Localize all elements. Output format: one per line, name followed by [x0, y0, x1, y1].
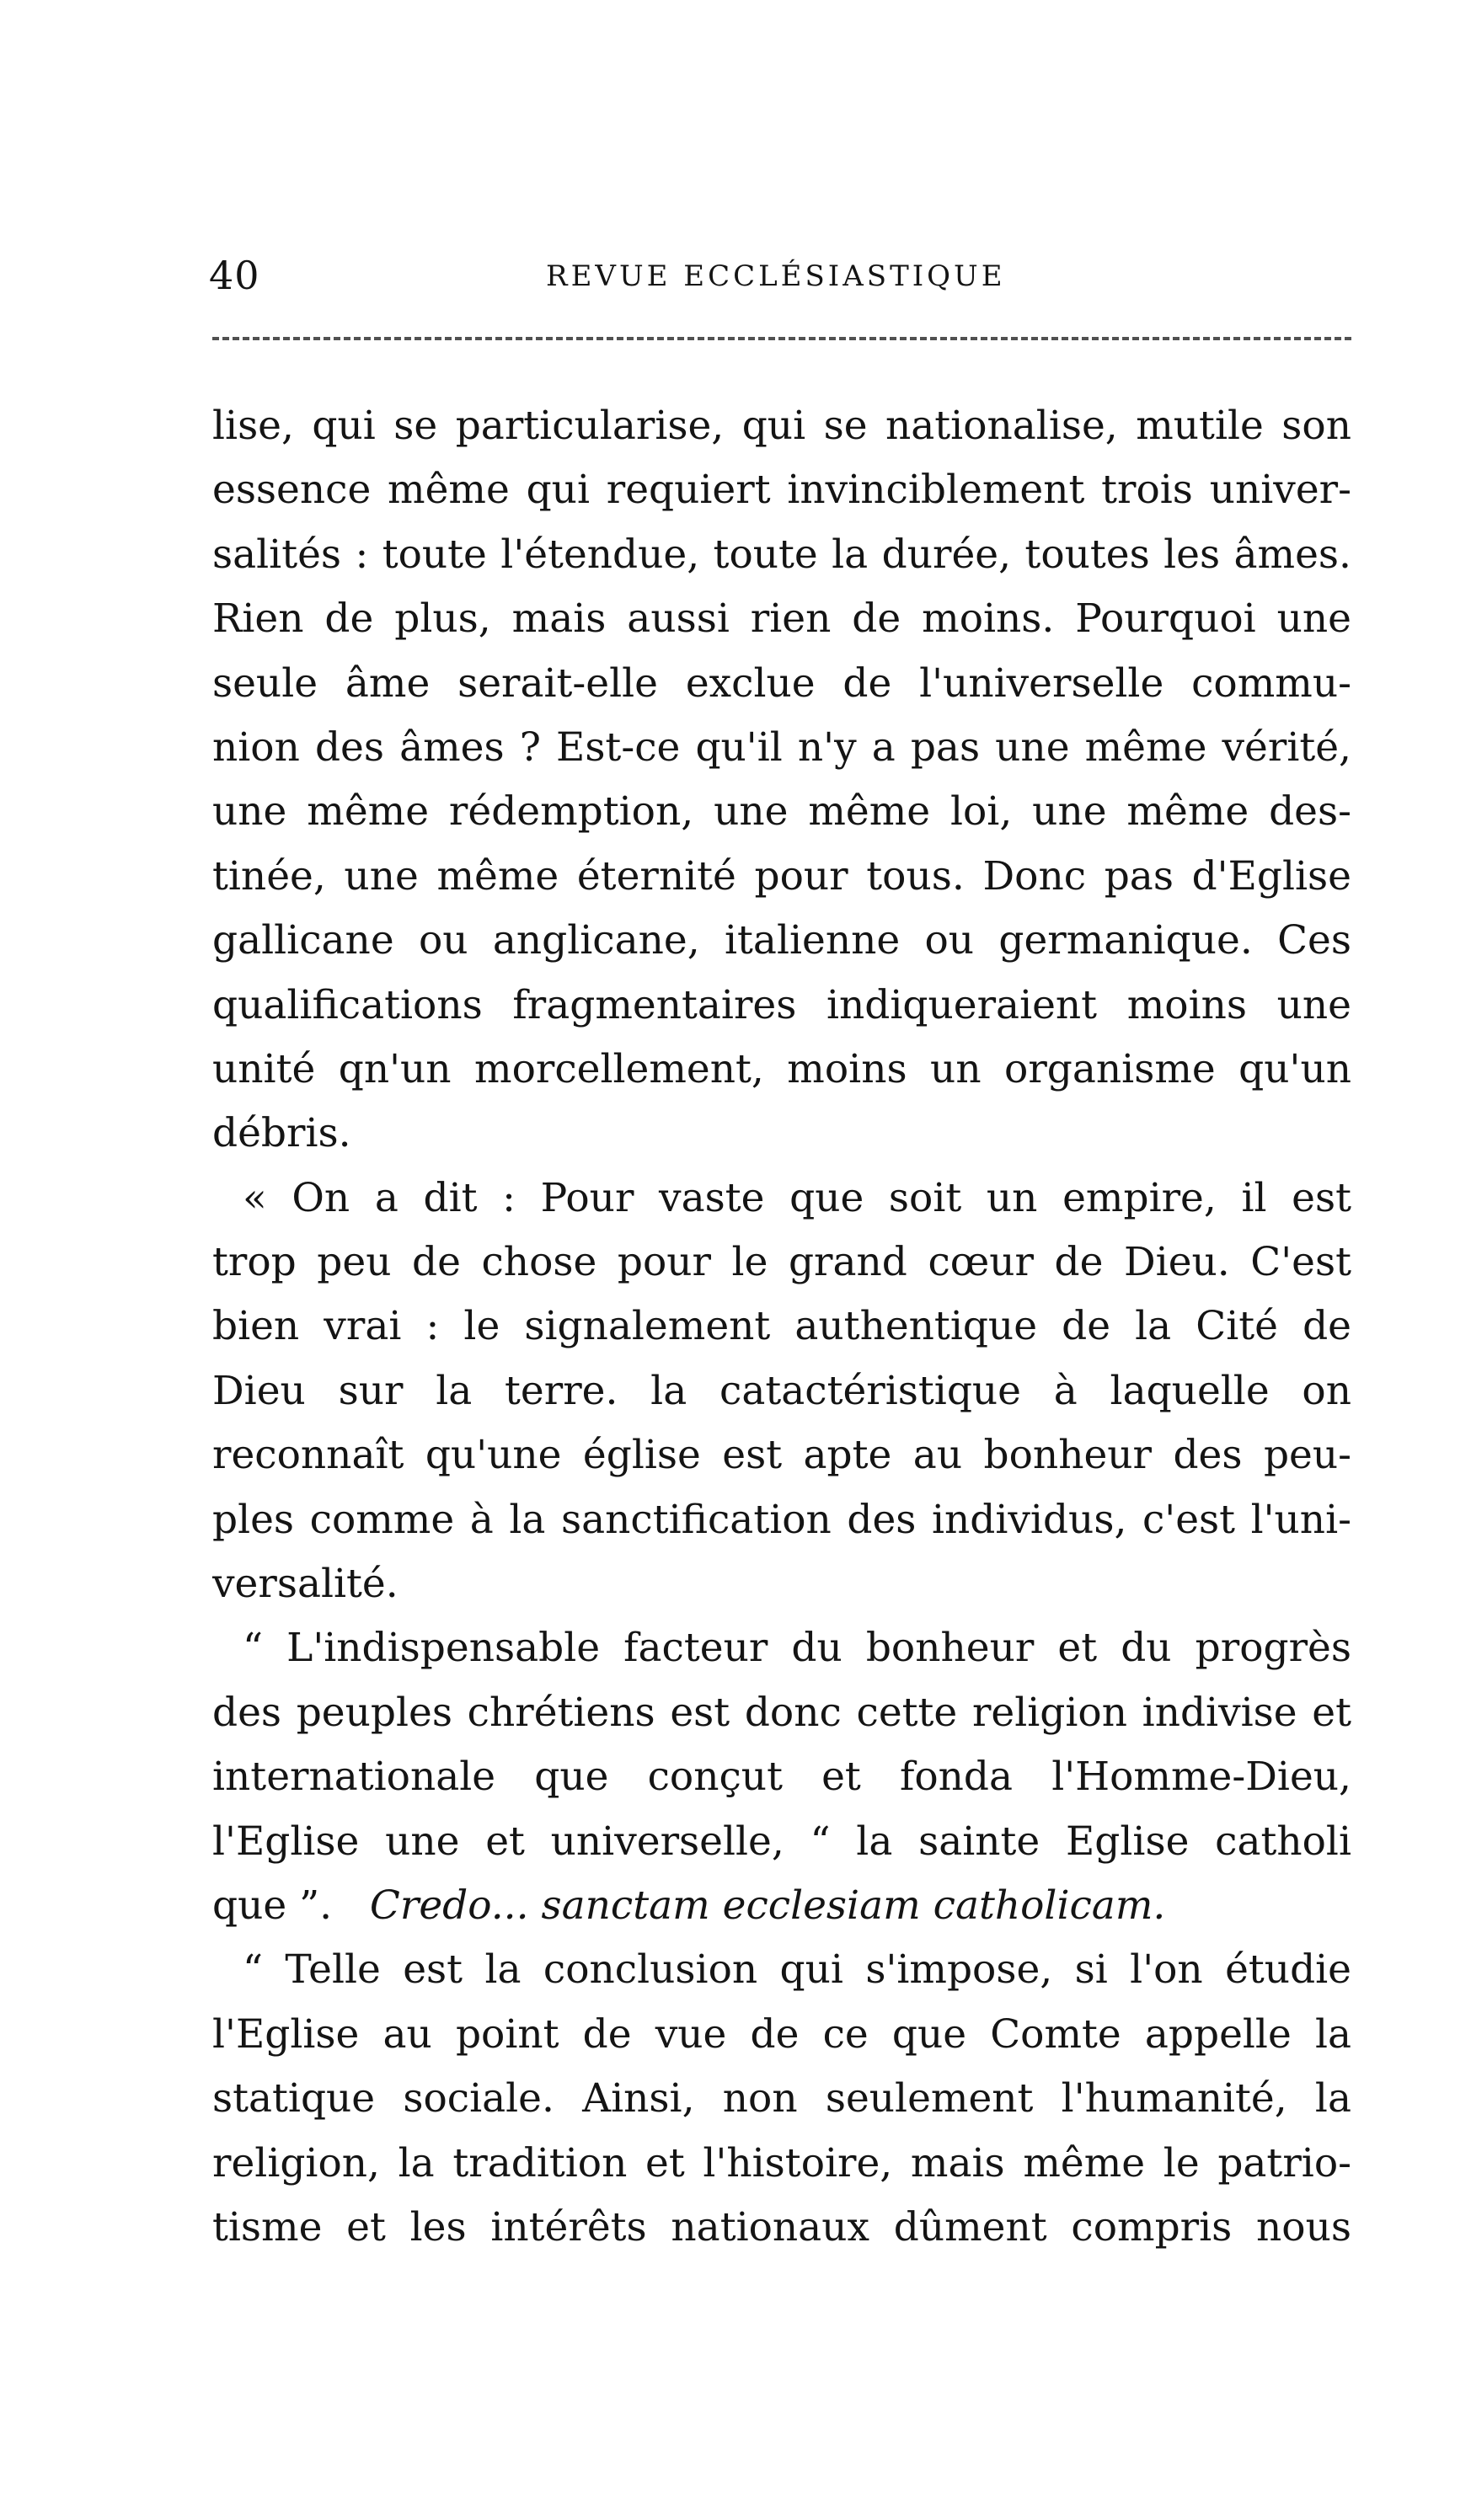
text-line: Rien de plus, mais aussi rien de moins. Pourquoi une: [212, 595, 1351, 643]
text-line-with-latin: [212, 1874, 1351, 1938]
text-line: religion, la tradition et l'histoire, mais même le patrio-: [212, 2139, 1351, 2186]
text-line: internationale que conçut et fonda l'Homme-Dieu,: [212, 1754, 1351, 1801]
text-line: l'Eglise au point de vue de ce que Comte appelle la: [212, 2010, 1351, 2058]
text-line: gallicane ou anglicane, italienne ou germanique. Ces: [212, 917, 1351, 964]
text-line: unité qn'un morcellement, moins un organisme qu'un: [212, 1045, 1351, 1092]
text-line-start: que ”.: [212, 1882, 333, 1929]
page-header: [209, 246, 1351, 305]
body-text: [212, 394, 1351, 2260]
text-line: qualifications fragmentaires indiqueraient moins une: [212, 981, 1351, 1028]
text-line: “ Telle est la conclusion qui s'impose, si l'on étudie: [243, 1946, 1351, 1994]
text-line: tinée, une même éternité pour tous. Donc pas d'Eglise: [212, 852, 1351, 900]
text-line: débris.: [212, 1110, 351, 1157]
text-line: “ L'indispensable facteur du bonheur et du progrès: [243, 1625, 1351, 1672]
page-number: 40: [209, 253, 260, 298]
header-rule: [212, 337, 1351, 340]
text-line: nion des âmes ? Est-ce qu'il n'y a pas une même vérité,: [212, 723, 1351, 771]
text-line: ples comme à la sanctification des individus, c'est l'uni-: [212, 1496, 1351, 1543]
text-line: essence même qui requiert invinciblement trois univer-: [212, 467, 1351, 514]
text-line: « On a dit : Pour vaste que soit un empire, il est: [243, 1174, 1351, 1221]
text-line: trop peu de chose pour le grand cœur de Dieu. C'est: [212, 1239, 1351, 1286]
text-line: bien vrai : le signalement authentique de la Cité de: [212, 1303, 1351, 1350]
text-line: l'Eglise une et universelle, “ la sainte Eglise catholi: [212, 1818, 1351, 1865]
text-line: versalité.: [212, 1561, 399, 1608]
text-line: statique sociale. Ainsi, non seulement l'humanité, la: [212, 2075, 1351, 2122]
running-title: REVUE ECCLÉSIASTIQUE: [546, 259, 1006, 293]
text-line: Dieu sur la terre. la catactéristique à laquelle on: [212, 1367, 1351, 1414]
text-line: lise, qui se particularise, qui se nationalise, mutile son: [212, 403, 1351, 449]
text-line: salités : toute l'étendue, toute la durée, toutes les âmes.: [212, 531, 1351, 578]
latin-quote: Credo... sanctam ecclesiam catholicam.: [369, 1882, 1166, 1929]
text-line: seule âme serait-elle exclue de l'universelle commu-: [212, 659, 1351, 707]
text-line: des peuples chrétiens est donc cette religion indivise et: [212, 1689, 1351, 1736]
text-line: tisme et les intérêts nationaux dûment compris nous: [212, 2203, 1351, 2250]
text-line: une même rédemption, une même loi, une même des-: [212, 788, 1351, 836]
text-line: reconnaît qu'une église est apte au bonheur des peu-: [212, 1432, 1351, 1479]
